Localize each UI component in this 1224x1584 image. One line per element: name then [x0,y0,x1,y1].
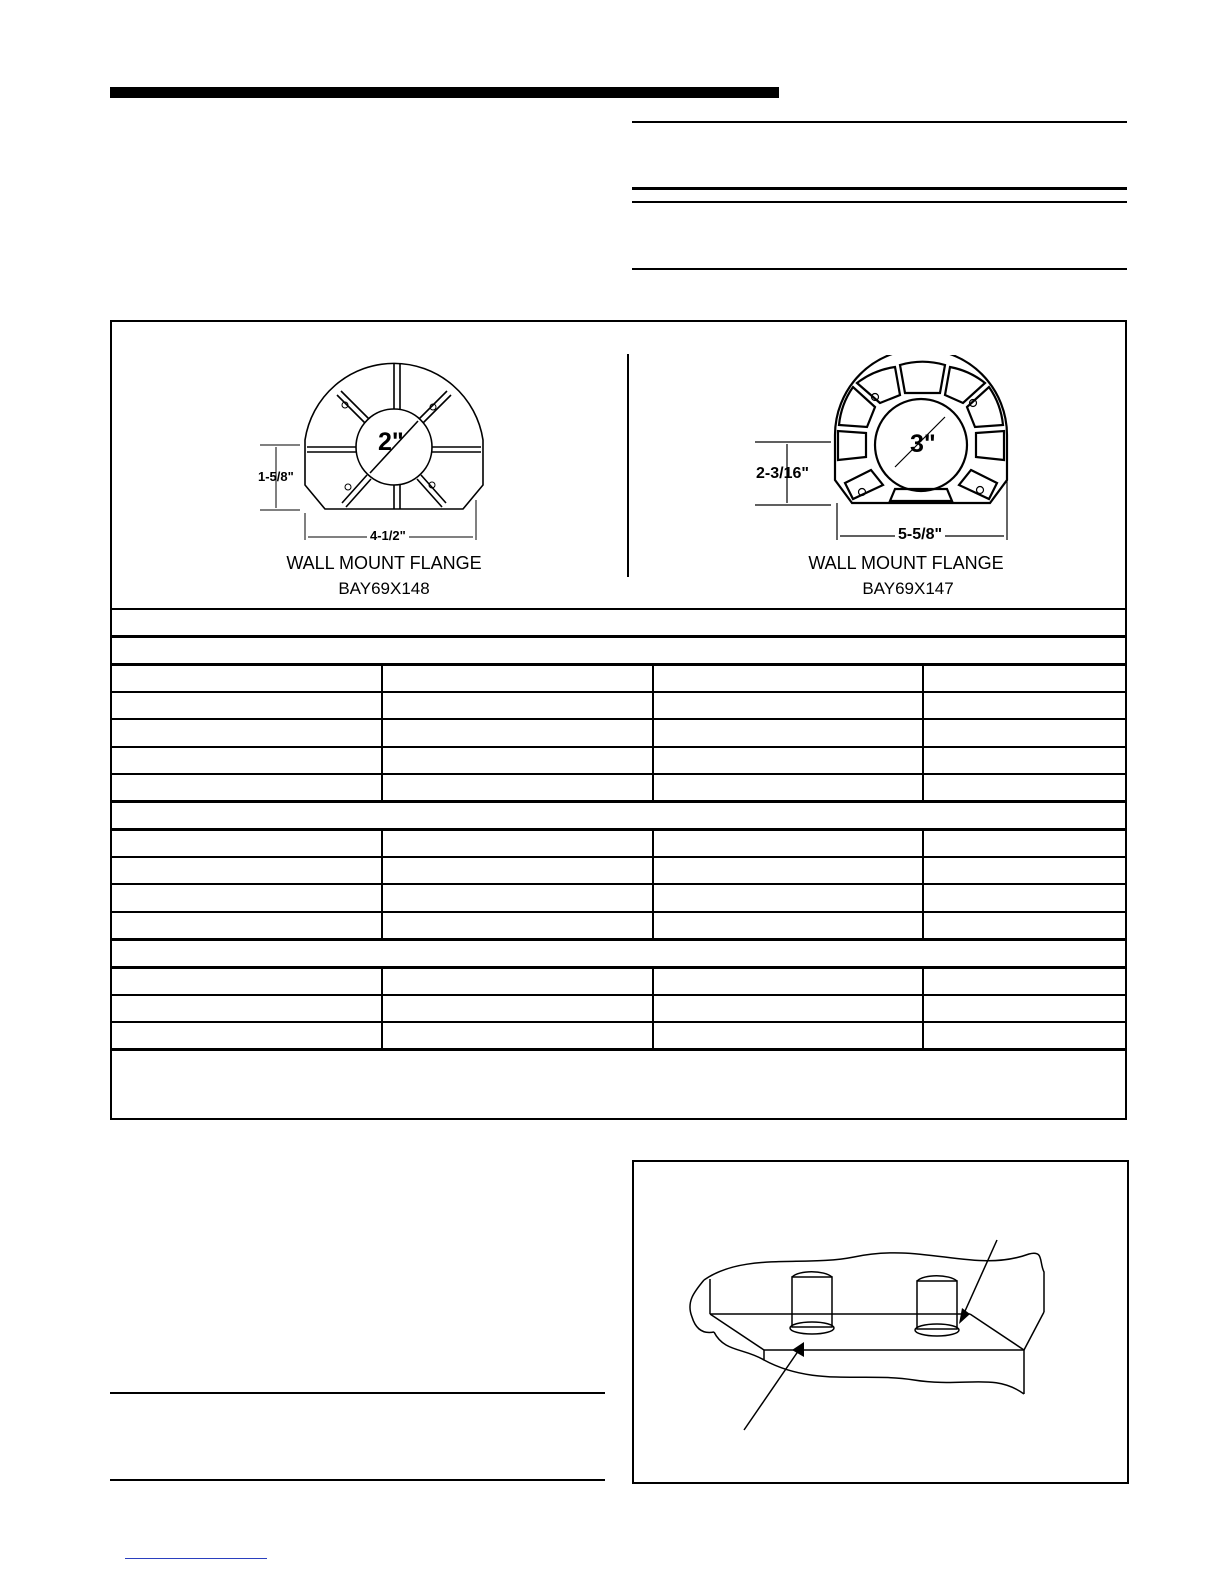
note-box-rule-1 [632,121,1127,123]
large-flange-title: WALL MOUNT FLANGE [808,553,1004,573]
large-flange-width-dim: 5-5/8" [895,526,945,544]
small-flange-diameter: 2" [378,428,404,456]
header-bar [110,87,779,98]
large-flange-drawing [745,355,1015,545]
pipe-figure-drawing [634,1162,1125,1478]
large-flange-diameter: 3" [910,430,936,458]
large-flange-height-dim: 2-3/16" [756,465,809,482]
small-flange-title: WALL MOUNT FLANGE [286,553,482,573]
note-box-rule-4 [632,268,1127,270]
small-flange-width-dim: 4-1/2" [367,528,409,543]
small-flange-part-number: BAY69X148 [338,579,430,598]
note-box-rule-2 [632,187,1127,190]
lower-note-rule-top [110,1392,605,1394]
figure-divider [627,354,629,577]
footer-link-underline[interactable] [125,1558,267,1559]
note-box-rule-3 [632,201,1127,203]
small-flange-height-dim: 1-5/8" [258,469,294,484]
lower-note-rule-bottom [110,1479,605,1481]
large-flange-part-number: BAY69X147 [862,579,954,598]
